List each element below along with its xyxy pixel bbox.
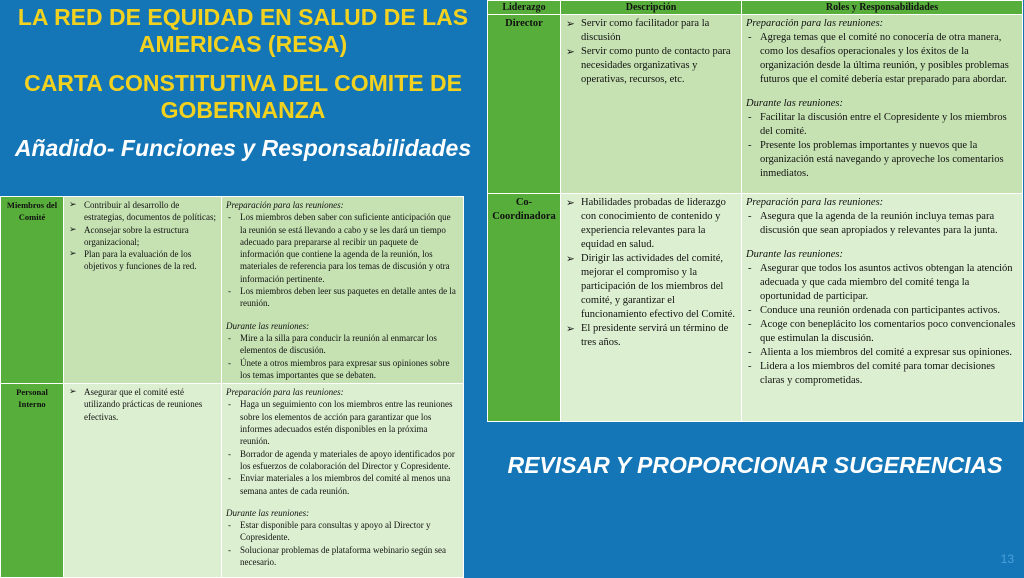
prep-label: Preparación para las reuniones: xyxy=(746,18,884,29)
during-label: Durante las reuniones: xyxy=(746,98,844,109)
list-item: ➢ Dirigir las actividades del comité, mejorar el compromiso y la participación de los miembros del comité, y garantizar el funcionamiento efectivo del Comité. xyxy=(565,252,737,322)
role-director: Director xyxy=(488,15,561,194)
list-item: - Mire a la silla para conducir la reunión al enmarcar los elementos de discusión. xyxy=(226,332,459,357)
list-item: - Acoge con beneplácito los comentarios poco convencionales que estimulan la discusión. xyxy=(746,318,1018,346)
desc-coordinadora xyxy=(561,194,742,422)
roles-coordinadora xyxy=(742,194,1023,422)
roles-miembros xyxy=(222,197,464,384)
list-item: ➢ Servir como facilitador para la discusión xyxy=(565,17,737,45)
list-item: - Conduce una reunión ordenada con participantes activos. xyxy=(746,304,1018,318)
roles-table-leadership xyxy=(487,0,1023,422)
list-item: - Los miembros deben leer sus paquetes en detalle antes de la reunión. xyxy=(226,285,459,310)
role-miembros: Miembros del Comité xyxy=(1,197,64,384)
roles-table-members xyxy=(0,196,464,578)
list-item: - Enviar materiales a los miembros del comité al menos una semana antes de cada reunión. xyxy=(226,472,459,497)
list-item: - Asegurar que todos los asuntos activos obtengan la atención adecuada y que cada miembro del comité tenga la oportunidad de participar. xyxy=(746,262,1018,304)
prep-label: Preparación para las reuniones: xyxy=(746,197,884,208)
page-number: 13 xyxy=(1000,552,1014,566)
list-item: - Facilitar la discusión entre el Copresidente y los miembros del comité. xyxy=(746,111,1018,139)
role-coordinadora: Co-Coordinadora xyxy=(488,194,561,422)
list-item: ➢ Aconsejar sobre la estructura organizacional; xyxy=(68,224,217,249)
list-item: - Solucionar problemas de plataforma webinario según sea necesario. xyxy=(226,544,459,569)
review-call-to-action: REVISAR Y PROPORCIONAR SUGERENCIAS xyxy=(507,452,1003,478)
desc-personal xyxy=(64,384,222,578)
desc-director xyxy=(561,15,742,194)
role-personal: Personal Interno xyxy=(1,384,64,578)
list-item: - Los miembros deben saber con suficiente anticipación que la reunión se está llevando a cabo y se les dará un tiempo adecuado para prepararse al recibir un paquete de información que contiene la agenda de la reunión, los materiales de referencia para los temas de discusión y otra información pertinente. xyxy=(226,211,459,285)
list-item: ➢ Habilidades probadas de liderazgo con conocimiento de contenido y experiencia relevantes para la equidad en salud. xyxy=(565,196,737,252)
during-label: Durante las reuniones: xyxy=(226,320,310,331)
during-label: Durante las reuniones: xyxy=(746,249,844,260)
list-item: - Únete a otros miembros para expresar sus opiniones sobre los temas importantes que se debaten. xyxy=(226,357,459,382)
title-resa: LA RED DE EQUIDAD EN SALUD DE LAS AMERICAS (RESA) xyxy=(17,4,469,57)
list-item: - Borrador de agenda y materiales de apoyo identificados por los esfuerzos de colaboración del Director y Copresidente. xyxy=(226,448,459,473)
list-item: - Agrega temas que el comité no conocería de otra manera, como los desafíos operacionales y los éxitos de la organización desde la última reunión, y posibles problemas futuros que el comité debería estar preparado para abordar. xyxy=(746,31,1018,87)
subtitle-funciones: Añadido- Funciones y Responsabilidades xyxy=(14,135,472,161)
header-liderazgo: Liderazgo xyxy=(488,1,561,15)
list-item: ➢ Plan para la evaluación de los objetivos y funciones de la red. xyxy=(68,248,217,273)
list-item: - Asegura que la agenda de la reunión incluya temas para discusión que sean apropiados y relevantes para la junta. xyxy=(746,210,1018,238)
title-carta: CARTA CONSTITUTIVA DEL COMITE DE GOBERNANZA xyxy=(24,70,462,123)
header-descripcion: Descripción xyxy=(561,1,742,15)
list-item: - Haga un seguimiento con los miembros entre las reuniones sobre los elementos de acción para garantizar que los informes adecuados estén disponibles en la próxima reunión. xyxy=(226,398,459,447)
list-item: ➢ El presidente servirá un término de tres años. xyxy=(565,322,737,350)
header-roles: Roles y Responsabilidades xyxy=(742,1,1023,15)
during-label: Durante las reuniones: xyxy=(226,507,310,518)
list-item: - Estar disponible para consultas y apoyo al Director y Copresidente. xyxy=(226,519,459,544)
desc-miembros xyxy=(64,197,222,384)
list-item: - Lidera a los miembros del comité para tomar decisiones claras y comprometidas. xyxy=(746,360,1018,388)
list-item: ➢ Servir como punto de contacto para necesidades organizativas y operativas, recursos, etc. xyxy=(565,45,737,87)
roles-director xyxy=(742,15,1023,194)
list-item: - Alienta a los miembros del comité a expresar sus opiniones. xyxy=(746,346,1018,360)
list-item: ➢ Contribuir al desarrollo de estrategias, documentos de políticas; xyxy=(68,199,217,224)
list-item: ➢ Asegurar que el comité esté utilizando prácticas de reuniones efectivas. xyxy=(68,386,217,423)
prep-label: Preparación para las reuniones: xyxy=(226,200,344,210)
list-item: - Presente los problemas importantes y nuevos que la organización está navegando y aproveche los comentarios inmediatos. xyxy=(746,139,1018,181)
roles-personal xyxy=(222,384,464,578)
prep-label: Preparación para las reuniones: xyxy=(226,387,344,398)
